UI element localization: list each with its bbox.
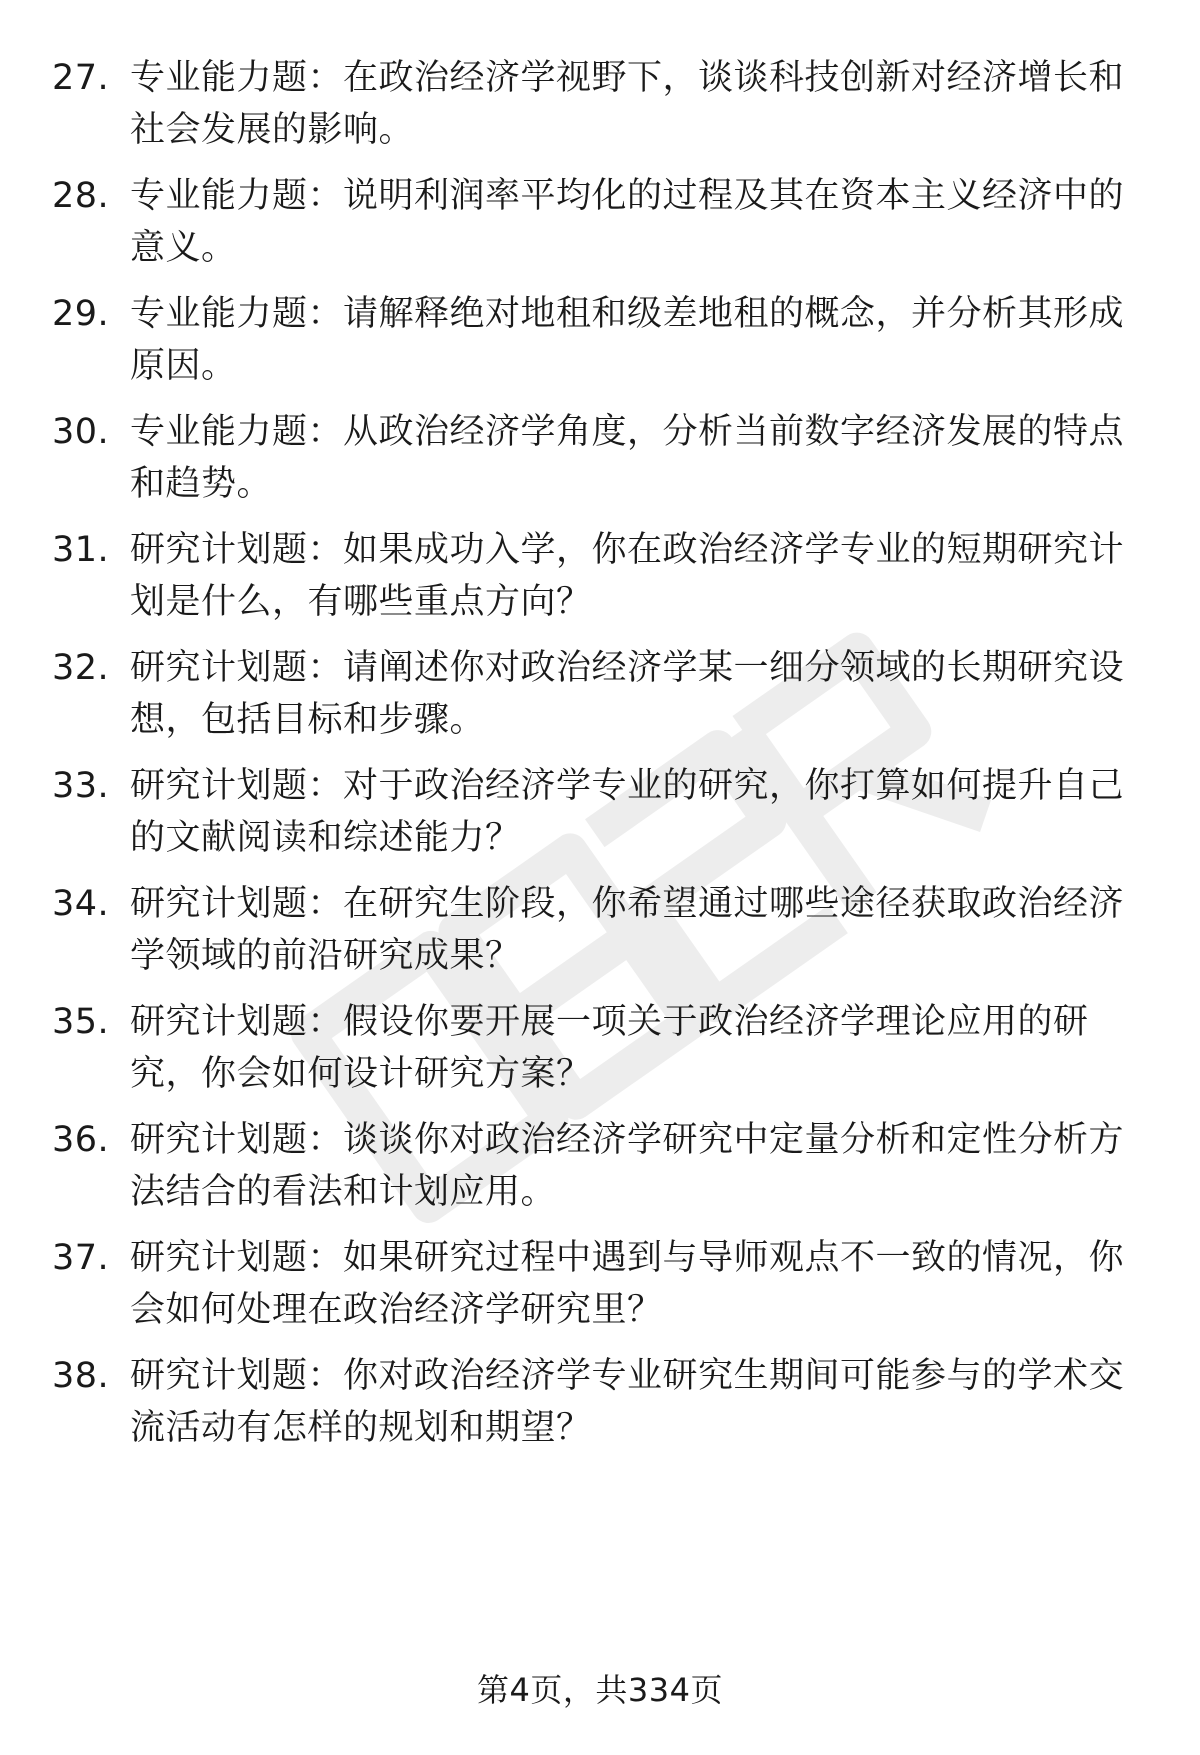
- question-text: 研究计划题：如果研究过程中遇到与导师观点不一致的情况，你 会如何处理在政治经济学研究里？: [130, 1238, 1125, 1330]
- page-number-footer: 第4页，共334页: [477, 1671, 723, 1709]
- question-number: 29.: [52, 294, 110, 334]
- question-item: [0, 52, 1200, 162]
- question-text: 研究计划题：请阐述你对政治经济学某一细分领域的长期研究设 想，包括目标和步骤。: [130, 648, 1125, 740]
- question-number: 37.: [52, 1238, 110, 1278]
- question-text: 研究计划题：假设你要开展一项关于政治经济学理论应用的研 究，你会如何设计研究方案？: [130, 1002, 1089, 1094]
- question-text: 研究计划题：在研究生阶段，你希望通过哪些途径获取政治经济 学领域的前沿研究成果？: [130, 884, 1125, 976]
- question-text: 专业能力题：说明利润率平均化的过程及其在资本主义经济中的 意义。: [130, 176, 1125, 268]
- question-text: 研究计划题：如果成功入学，你在政治经济学专业的短期研究计 划是什么，有哪些重点方向？: [130, 530, 1125, 622]
- question-number: 33.: [52, 766, 110, 806]
- question-number: 38.: [52, 1356, 110, 1396]
- question-text: 研究计划题：谈谈你对政治经济学研究中定量分析和定性分析方 法结合的看法和计划应用。: [130, 1120, 1125, 1212]
- question-number: 35.: [52, 1002, 110, 1042]
- question-number: 36.: [52, 1120, 110, 1160]
- question-item: [0, 288, 1200, 398]
- question-item: [0, 1232, 1200, 1342]
- question-number: 32.: [52, 648, 110, 688]
- question-number: 27.: [52, 58, 110, 98]
- question-number: 34.: [52, 884, 110, 924]
- question-text: 专业能力题：在政治经济学视野下，谈谈科技创新对经济增长和 社会发展的影响。: [130, 58, 1125, 150]
- question-item: [0, 1114, 1200, 1224]
- question-text: 研究计划题：对于政治经济学专业的研究，你打算如何提升自己 的文献阅读和综述能力？: [130, 766, 1125, 858]
- question-number: 28.: [52, 176, 110, 216]
- question-text: 专业能力题：从政治经济学角度，分析当前数字经济发展的特点 和趋势。: [130, 412, 1125, 504]
- question-item: [0, 406, 1200, 516]
- question-item: [0, 170, 1200, 280]
- question-item: [0, 878, 1200, 988]
- question-item: [0, 524, 1200, 634]
- question-item: [0, 642, 1200, 752]
- question-text: 研究计划题：你对政治经济学专业研究生期间可能参与的学术交 流活动有怎样的规划和期望？: [130, 1356, 1125, 1448]
- question-text: 专业能力题：请解释绝对地租和级差地租的概念，并分析其形成 原因。: [130, 294, 1125, 386]
- question-number: 31.: [52, 530, 110, 570]
- question-item: [0, 996, 1200, 1106]
- question-number: 30.: [52, 412, 110, 452]
- question-item: [0, 1350, 1200, 1460]
- question-item: [0, 760, 1200, 870]
